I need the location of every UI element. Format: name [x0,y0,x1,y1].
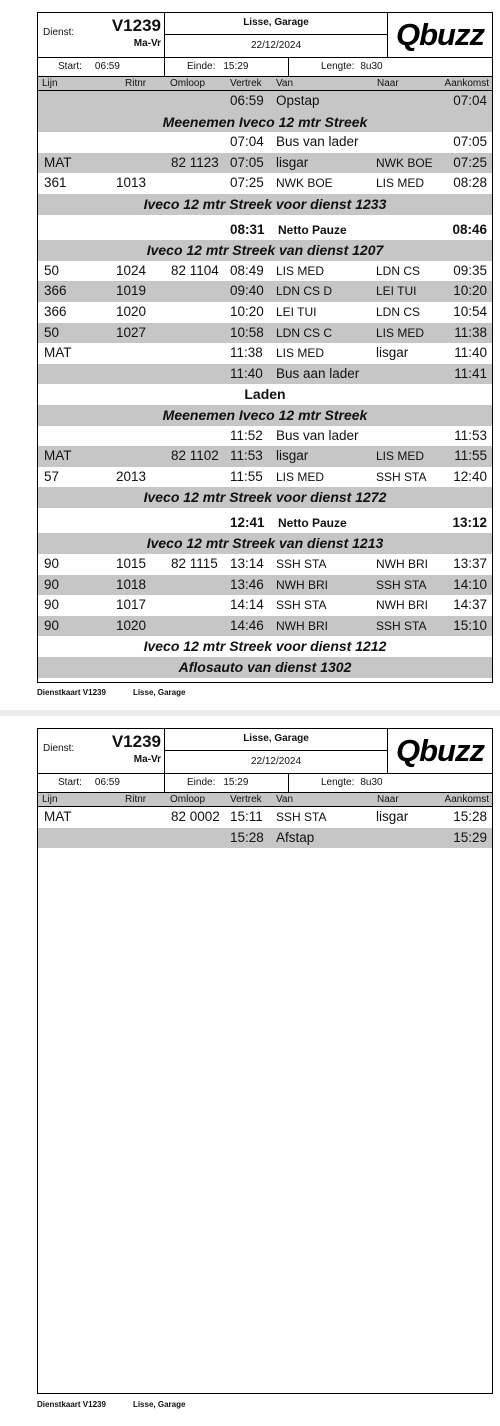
col-omloop: Omloop [170,78,206,89]
start-value: 06:59 [94,777,120,788]
omloop: 82 1102 [171,448,219,464]
naar: lisgar [376,809,409,824]
aankomst: 07:04 [453,93,487,108]
pause-label: Netto Pauze [278,222,347,237]
table-row [38,91,492,112]
aankomst: 09:35 [453,262,487,278]
lijn: 50 [44,262,60,278]
dienst-code: V1239 [111,732,161,751]
naar: SSH STA [376,577,427,592]
aankomst: 07:05 [453,134,487,150]
section-heading [38,636,492,657]
start-label: Start: [58,777,82,788]
section-heading [38,533,492,554]
vertrek: 14:46 [230,617,264,633]
location-date-box [165,729,388,773]
card-header [38,13,492,58]
dienst-box [38,13,165,57]
lijn: 366 [44,283,67,299]
ritnr: 1020 [116,303,147,319]
section-text: Iveco 12 mtr Streek van dienst 1213 [146,535,384,552]
naar: SSH STA [376,618,427,633]
vertrek: 09:40 [230,283,264,299]
trip-list [38,91,492,678]
naar: NWK BOE [376,155,433,170]
vertrek: 07:25 [230,175,264,191]
location: Lisse, Garage [165,13,387,35]
table-row [38,153,492,174]
vertrek: 15:28 [230,829,264,845]
col-omloop: Omloop [170,794,206,805]
col-ritnr: Ritnr [125,78,147,89]
van: LIS MED [276,263,325,278]
lengte-label: Lengte: [321,777,355,788]
col-naar: Naar [377,78,399,89]
van: LIS MED [276,346,325,361]
einde-label: Einde: [187,61,216,72]
vertrek: 10:58 [230,324,264,340]
lijn: 90 [44,556,60,572]
footer-location: Lisse, Garage [132,1400,186,1409]
section-text: Iveco 12 mtr Streek voor dienst 1212 [143,638,387,655]
col-aankomst: Aankomst [444,794,489,805]
vertrek: 08:31 [230,221,265,237]
ritnr: 1015 [116,556,147,572]
van: Opstap [276,93,320,108]
qbuzz-logo: Qbuzz [396,17,484,52]
van: lisgar [276,448,309,464]
aankomst: 08:28 [453,175,487,191]
vertrek: 13:46 [230,576,264,592]
pause-row [38,220,492,241]
date: 22/12/2024 [250,756,302,767]
dienst-label: Dienst: [43,743,75,754]
lijn: MAT [44,154,72,170]
section-heading [38,112,492,133]
col-naar: Naar [377,794,399,805]
start-label: Start: [58,61,82,72]
column-header [38,793,492,807]
lijn: 50 [44,324,60,340]
einde-label: Einde: [187,777,216,788]
aankomst: 10:20 [453,283,487,299]
vertrek: 08:49 [230,262,264,278]
van: Bus van lader [276,134,359,150]
pause-label: Netto Pauze [278,515,347,530]
omloop: 82 1104 [171,262,219,278]
dienst-box [38,729,165,773]
aankomst: 12:40 [453,468,487,484]
aankomst: 11:41 [454,365,487,381]
col-lijn: Lijn [42,78,58,89]
van: SSH STA [276,810,327,824]
col-van: Van [276,78,294,89]
van: Afstap [276,829,315,845]
section-text: Laden [244,386,286,403]
lijn: MAT [44,345,72,361]
lengte-label: Lengte: [321,61,355,72]
page-1 [0,0,500,710]
van: NWH BRI [276,577,328,592]
section-text: Iveco 12 mtr Streek van dienst 1207 [146,242,384,259]
date: 22/12/2024 [250,40,302,51]
lijn: 57 [44,468,60,484]
footer-label: Dienstkaart V1239 [37,1400,106,1409]
logo-box [388,729,492,773]
naar: LIS MED [376,176,425,191]
ritnr: 2013 [116,468,147,484]
table-row [38,616,492,637]
section-text: Meenemen Iveco 12 mtr Streek [162,406,368,423]
section-heading [38,240,492,261]
section-heading [38,405,492,426]
logo-box [388,13,492,57]
aankomst: 13:12 [452,514,487,530]
times-bar [38,774,492,793]
table-row [38,343,492,364]
vertrek: 15:11 [230,809,263,824]
naar: NWH BRI [376,557,428,572]
naar: SSH STA [376,469,427,484]
card-header [38,729,492,774]
aankomst: 10:54 [453,303,487,319]
table-row [38,467,492,488]
van: NWK BOE [276,176,333,191]
vertrek: 11:55 [230,468,263,484]
van: LEI TUI [276,304,317,319]
aankomst: 11:55 [454,448,487,464]
vertrek: 11:53 [230,448,263,464]
ritnr: 1024 [116,262,147,278]
page-footer [37,688,185,697]
aankomst: 11:38 [454,324,487,340]
vertrek: 13:14 [230,556,264,572]
aankomst: 15:10 [453,617,487,633]
section-text: Aflosauto van dienst 1302 [178,659,352,676]
van: LIS MED [276,469,325,484]
lijn: 366 [44,303,67,319]
dienstkaart-card [37,728,493,1394]
location: Lisse, Garage [165,729,387,751]
col-ritnr: Ritnr [125,794,147,805]
vertrek: 11:40 [230,365,263,381]
ritnr: 1013 [116,175,147,191]
ritnr: 1018 [116,576,147,592]
aankomst: 14:37 [453,597,487,613]
table-row [38,446,492,467]
table-row [38,364,492,385]
footer-location: Lisse, Garage [132,688,186,697]
dienst-days: Ma-Vr [133,754,161,765]
lijn: 90 [44,576,60,592]
van: SSH STA [276,557,327,572]
table-row [38,595,492,616]
ritnr: 1020 [116,617,147,633]
lijn: 90 [44,617,60,633]
vertrek: 07:05 [230,154,264,170]
lijn: MAT [44,448,72,464]
omloop: 82 1115 [171,556,218,572]
dienstkaart-card [37,12,493,683]
col-lijn: Lijn [42,794,58,805]
vertrek: 10:20 [230,303,264,319]
table-row [38,302,492,323]
table-row [38,281,492,302]
vertrek: 07:04 [230,134,264,150]
ritnr: 1027 [116,324,147,340]
van: lisgar [276,154,309,170]
naar: NWH BRI [376,598,428,613]
table-row [38,426,492,447]
naar: LDN CS [376,263,421,278]
vertrek: 06:59 [230,93,264,108]
lengte-value: 8u30 [360,61,383,72]
column-header [38,77,492,91]
table-row [38,173,492,194]
naar: LIS MED [376,449,425,464]
section-heading [38,384,492,405]
aankomst: 14:10 [453,576,487,592]
location-date-box [165,13,388,57]
aankomst: 11:53 [454,427,487,443]
col-vertrek: Vertrek [230,794,262,805]
times-bar [38,58,492,77]
lijn: 90 [44,597,60,613]
col-van: Van [276,794,294,805]
section-heading [38,487,492,508]
table-row [38,828,492,849]
aankomst: 15:28 [453,809,487,824]
pause-row [38,513,492,534]
table-row [38,261,492,282]
naar: lisgar [376,345,409,361]
van: LDN CS C [276,325,333,340]
section-heading [38,657,492,678]
vertrek: 14:14 [230,597,264,613]
trip-list [38,807,492,848]
dienst-days: Ma-Vr [133,38,161,49]
lengte-value: 8u30 [360,777,383,788]
van: Bus aan lader [276,365,360,381]
naar: LIS MED [376,325,425,340]
start-value: 06:59 [94,61,120,72]
naar: LDN CS [376,304,421,319]
van: NWH BRI [276,618,328,633]
van: Bus van lader [276,427,359,443]
table-row [38,807,492,828]
lijn: 361 [44,175,67,191]
van: SSH STA [276,598,327,613]
dienst-label: Dienst: [43,27,75,38]
vertrek: 11:38 [230,345,263,361]
col-aankomst: Aankomst [444,78,489,89]
einde-value: 15:29 [223,61,249,72]
aankomst: 07:25 [453,154,487,170]
section-heading [38,194,492,215]
section-text: Meenemen Iveco 12 mtr Streek [162,113,368,130]
vertrek: 12:41 [230,514,265,530]
footer-label: Dienstkaart V1239 [37,688,106,697]
naar: LEI TUI [376,284,417,299]
table-row [38,575,492,596]
section-text: Iveco 12 mtr Streek voor dienst 1233 [143,195,387,212]
lijn: MAT [44,809,72,824]
qbuzz-logo: Qbuzz [396,733,484,768]
page-footer [37,1400,185,1409]
table-row [38,132,492,153]
omloop: 82 1123 [171,154,219,170]
van: LDN CS D [276,284,333,299]
aankomst: 08:46 [452,221,487,237]
table-row [38,323,492,344]
ritnr: 1017 [116,597,147,613]
aankomst: 15:29 [453,829,487,845]
section-text: Iveco 12 mtr Streek voor dienst 1272 [143,489,387,506]
dienst-code: V1239 [111,16,161,35]
ritnr: 1019 [116,283,147,299]
aankomst: 13:37 [453,556,487,572]
page-2 [0,716,500,1426]
table-row [38,554,492,575]
omloop: 82 0002 [171,809,220,824]
vertrek: 11:52 [230,427,263,443]
einde-value: 15:29 [223,777,249,788]
aankomst: 11:40 [454,345,487,361]
col-vertrek: Vertrek [230,78,262,89]
